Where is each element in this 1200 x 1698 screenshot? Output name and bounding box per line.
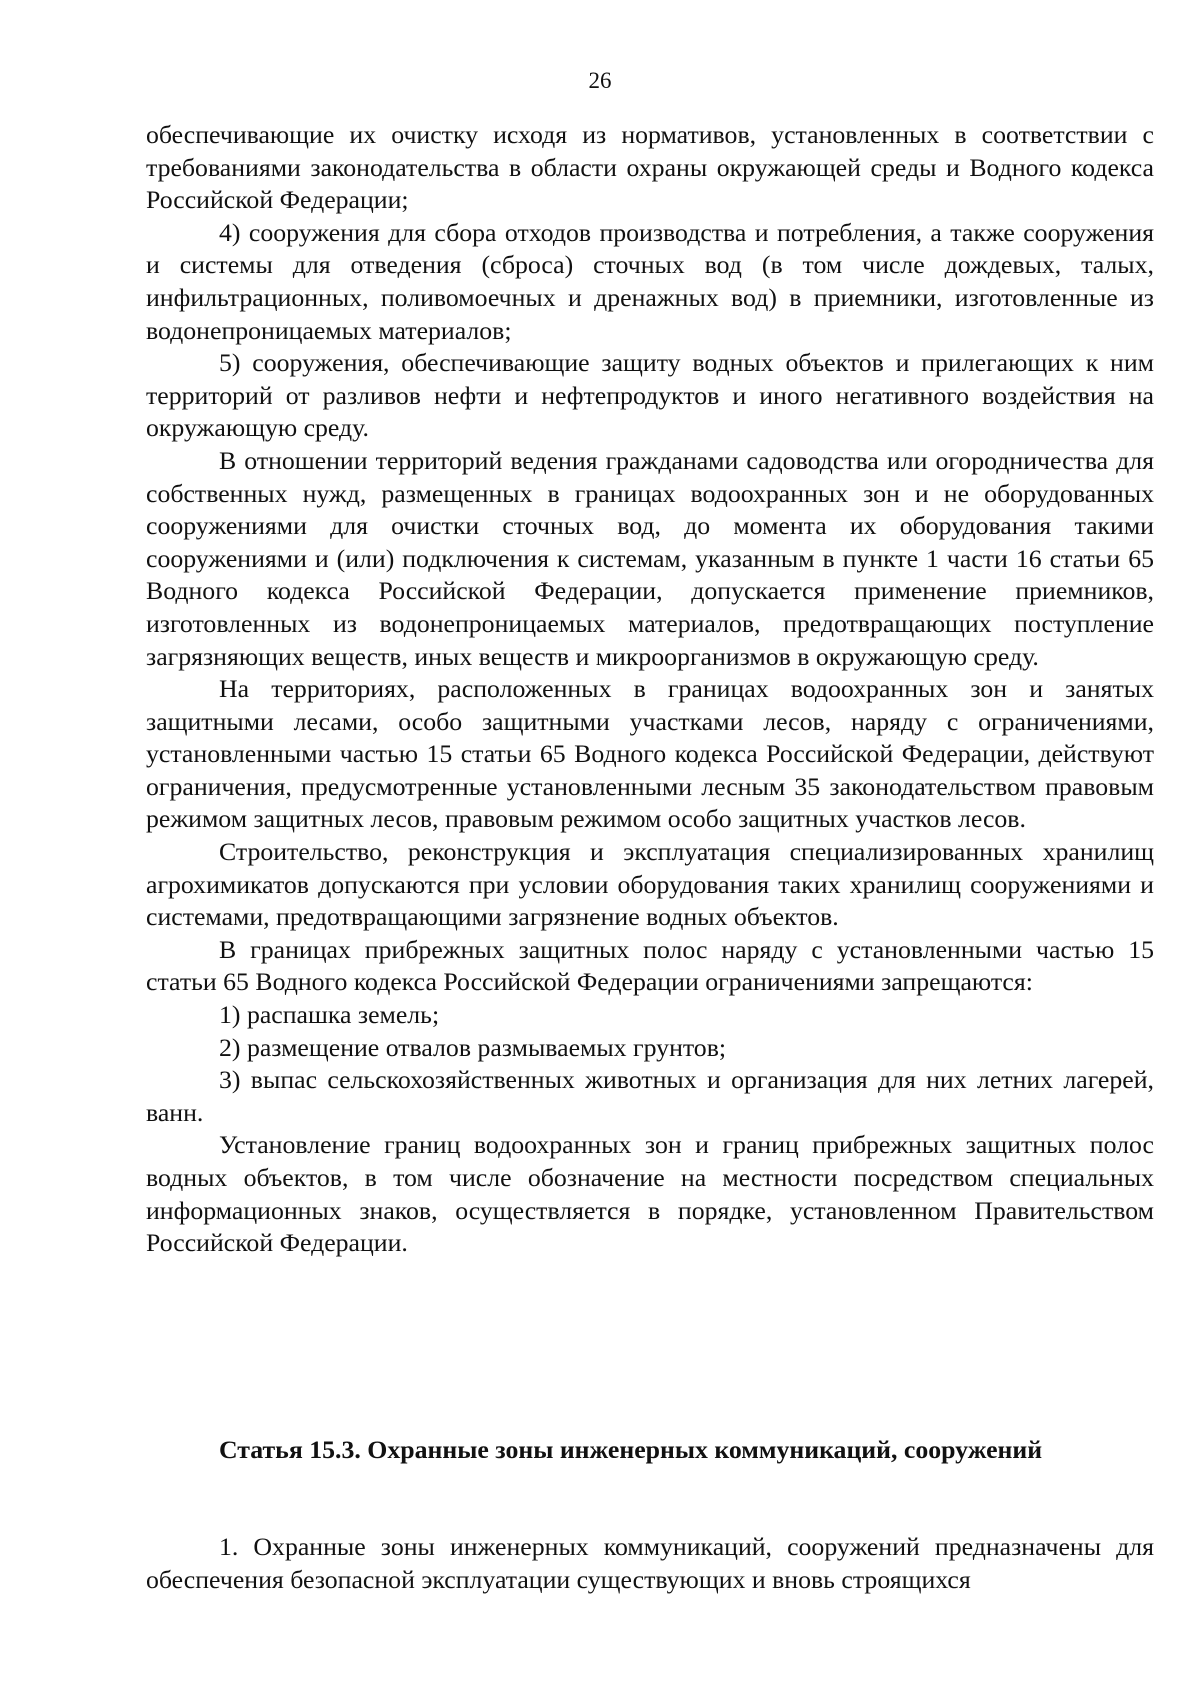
paragraph-protective-forests: На территориях, расположенных в границах водоохранных зон и занятых защитными лесами, особо защитными участками лесов, наряду с ограничениями, установленными частью 15 статьи 65 Водного кодекса Российской Федерации, действуют ограничения, предусмотренные установленными лесным 35 законодательством правовым режимом защитных лесов, правовым режимом особо защитных участков лесов.: [146, 674, 1154, 834]
paragraph-boundaries: Установление границ водоохранных зон и границ прибрежных защитных полос водных объектов, в том числе обозначение на местности посредством специальных информационных знаков, осуществляется в порядке, установленном Правительством Российской Федерации.: [146, 1130, 1154, 1258]
list-item-plowing: 1) распашка земель;: [219, 1000, 440, 1030]
paragraph-continuation: обеспечивающие их очистку исходя из нормативов, установленных в соответствии с требованиями законодательства в области охраны окружающей среды и Водного кодекса Российской Федерации;: [146, 120, 1154, 215]
paragraph-agrochemical-storage: Строительство, реконструкция и эксплуатация специализированных хранилищ агрохимикатов допускаются при условии оборудования таких хранилищ сооружениями и системами, предотвращающими загрязнение водных объектов.: [146, 837, 1154, 932]
paragraph-coastal-strips: В границах прибрежных защитных полос наряду с установленными частью 15 статьи 65 Водного кодекса Российской Федерации ограничениями запрещаются:: [146, 934, 1154, 997]
paragraph-item-5: 5) сооружения, обеспечивающие защиту водных объектов и прилегающих к ним территорий от разливов нефти и нефтепродуктов и иного негативного воздействия на окружающую среду.: [146, 348, 1154, 443]
page-number: 26: [588, 68, 612, 93]
paragraph-item-4: 4) сооружения для сбора отходов производства и потребления, а также сооружения и системы для отведения (сброса) сточных вод (в том числе дождевых, талых, инфильтрационных, поливомоечных и дренажных вод) в приемники, изготовленные из водонепроницаемых материалов;: [146, 217, 1154, 345]
list-item-dumps: 2) размещение отвалов размываемых грунтов;: [219, 1032, 727, 1062]
article-paragraph: 1. Охранные зоны инженерных коммуникаций, сооружений предназначены для обеспечения безопасной эксплуатации существующих и вновь строящихся: [146, 1532, 1154, 1594]
list-item-grazing: 3) выпас сельскохозяйственных животных и организация для них летних лагерей, ванн.: [146, 1065, 1154, 1127]
paragraph-gardening: В отношении территорий ведения гражданами садоводства или огородничества для собственных нужд, размещенных в границах водоохранных зон и не оборудованных сооружениями для очистки сточных вод, до момента их оборудования такими сооружениями и (или) подключения к системам, указанным в пункте 1 части 16 статьи 65 Водного кодекса Российской Федерации, допускается применение приемников, изготовленных из водонепроницаемых материалов, предотвращающих поступление загрязняющих веществ, иных веществ и микроорганизмов в окружающую среду.: [146, 445, 1154, 671]
body-text: [146, 119, 1154, 1260]
article-heading: Статья 15.3. Охранные зоны инженерных коммуникаций, сооружений: [219, 1435, 1043, 1464]
